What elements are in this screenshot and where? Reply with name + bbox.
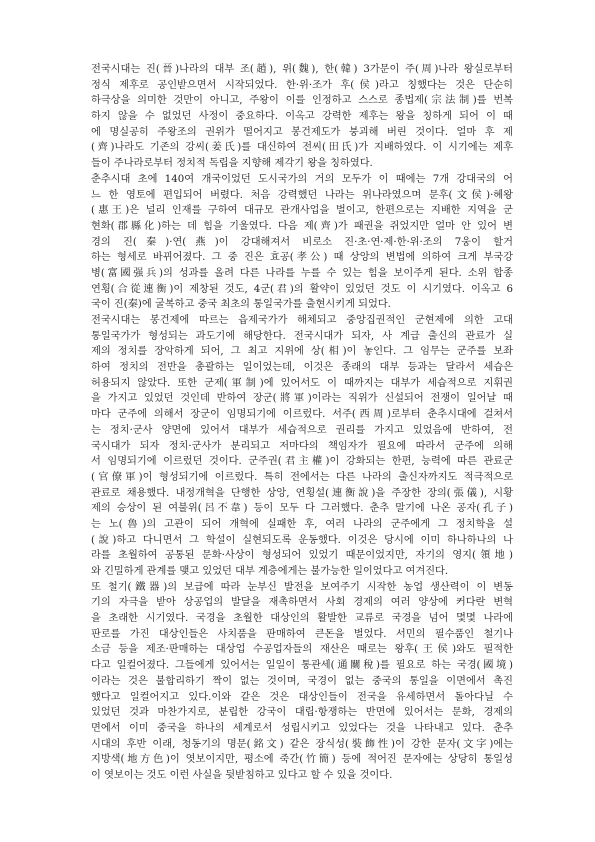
text-line: 있었던 것과 마찬가지로, 분립한 강국이 대립·항쟁하는 반면에 있어서는 문화, 경제의 xyxy=(91,707,513,719)
text-line: 연횡(合從連衡)이 제창된 것도, 4군(君)의 활약이 있었던 것도 이 시기였다. 이옥고 6 xyxy=(91,283,513,295)
text-line: 을 가지고 있었던 것인데 반하여 장군(將軍)이라는 직위가 신설되어 전쟁이 일어날 때 xyxy=(91,393,513,405)
text-line: 마다 군주에 의해서 장군이 임명되기에 이르렀다. 서주(西周)로부터 춘추시대에 걸쳐서 xyxy=(91,409,513,421)
text-line: 제의 정치를 장악하게 되어, 그 최고 지위에 상(相)이 놓인다. 그 임무는 군주를 보좌 xyxy=(91,346,513,358)
text-line: 전국시대는 진(晉)나라의 대부 조(趙), 위(魏), 한(韓) 3가문이 주(周)나라 왕실로부터 xyxy=(91,64,513,75)
text-line: (齊)나라도 기존의 강씨(姜氏)를 대신하여 전씨(田氏)가 지배하였다. 이 시기에는 제후 xyxy=(91,142,513,154)
text-line: 을 초래한 시기였다. 국경을 초월한 대상인의 활발한 교류로 국경을 넘어 몇몇 나라에 xyxy=(91,613,513,625)
text-line: 하지 않을 수 없었던 사정이 중요하다. 이옥고 강력한 제후는 왕을 칭하게 되어 이 때 xyxy=(91,111,513,123)
text-line: 관료로 채용했다. 내정개혁을 단행한 상앙, 연횡설(連衡說)을 주장한 장의(張儀), 시황 xyxy=(91,487,513,499)
text-line: 전국시대는 봉건제에 따르는 읍제국가가 해체되고 중앙집권적인 군현제에 의한 고대 xyxy=(91,315,513,326)
text-line: 느 한 영토에 편입되어 버렸다. 처음 강력했던 나라는 위나라였으며 문후(文侯)·혜왕 xyxy=(91,189,513,201)
text-line: 하는 형세로 바뀌어졌다. 그 중 진은 효공(孝公) 때 상앙의 변법에 의하여 크게 부국강 xyxy=(91,252,513,264)
text-line: 기의 자극을 받아 상공업의 발달을 재촉하면서 사회 경제의 여러 양상에 커다란 변혁 xyxy=(91,597,513,609)
body-text xyxy=(91,62,513,784)
text-line: 하여 정치의 전반을 총괄하는 일이었는데, 이것은 종래의 대부 등과는 달라서 세습은 xyxy=(91,362,513,374)
text-line: 이 엿보이는 것도 이런 사실을 뒷받침하고 있다고 할 수 있을 것이다. xyxy=(91,769,393,781)
text-line: 정식 제후로 공인받으면서 시작되었다. 한·위·조가 후(侯)라고 칭했다는 것은 단순히 xyxy=(91,79,513,91)
text-line: 병(富國强兵)의 성과를 올려 다른 나라를 누를 수 있는 힘을 보이주게 된다. 소위 합종 xyxy=(91,267,513,279)
text-line: 다고 일컬어졌다. 그들에게 있어서는 일일이 통관세(通關稅)를 필요로 하는 국경(國境) xyxy=(91,660,513,672)
text-line: 춘추시대 초에 140여 개국이었던 도시국가의 거의 모두가 이 때에는 7개 강대국의 어 xyxy=(91,173,513,185)
text-line: 와 긴밀하게 관계를 맺고 있었던 대부 계층에게는 불가능한 일이었다고 여겨진다. xyxy=(91,566,449,577)
text-line: 국이 진(秦)에 굴복하고 중국 최초의 통일국가를 출현시키게 되었다. xyxy=(91,299,391,311)
text-line: 에 명실공히 주왕조의 권위가 떨어지고 봉건제도가 붕괴해 버린 것이다. 얼마 후 제 xyxy=(91,126,513,138)
text-line: 국시대가 되자 정치·군사가 분리되고 저마다의 책임자가 필요에 따라서 군주에 의해 xyxy=(91,440,513,452)
text-line: 통일국가가 형성되는 과도기에 해당한다. 전국시대가 되자, 사 계급 출신의 관료가 실 xyxy=(91,330,513,342)
text-line: (官僚軍)이 형성되기에 이르렀다. 특히 전에서는 다른 나라의 출신자까지도 적극적으로 xyxy=(91,471,513,483)
text-line: 제의 승상이 된 여불위(呂不韋) 등이 모두 다 그러했다. 춘추 말기에 나온 공자(孔子) xyxy=(91,503,513,515)
text-line: 서 임명되기에 이르렀던 것이다. 군주권(君主權)이 강화되는 한편, 능력에 따른 관료군 xyxy=(91,456,513,468)
text-line: 면에서 이미 중국을 하나의 세계로서 성립시키고 있었다는 것을 나타내고 있다. 춘추 xyxy=(91,722,513,734)
text-line: 들이 주나라로부터 정치적 독립을 지향해 제각기 왕을 칭하였다. xyxy=(91,158,373,170)
text-line: 지방색(地方色)이 엿보이지만, 평소에 죽간(竹簡) 등에 적어진 문자에는 상당히 통일성 xyxy=(91,754,513,766)
text-line: 는 노(魯)의 고관이 되어 개혁에 실패한 후, 여러 나라의 군주에게 그 정치학을 설 xyxy=(91,518,513,530)
text-line: 또 철기(鐵器)의 보급에 따라 눈부신 발전을 보여주기 시작한 농업 생산력이 이 변동 xyxy=(91,581,513,593)
text-line: 경의 진(秦)·연(燕)이 강대해져서 비로소 진·초·연·제·한·위·조의 7웅이 할거 xyxy=(91,236,513,248)
text-line: 판로를 가진 대상인들은 사치품을 판매하여 큰돈을 벌었다. 서민의 필수품인 철기나 xyxy=(91,628,513,640)
text-line: 라를 초월하여 공통된 문화·사상이 형성되어 있었기 때문이었지만, 자기의 영지(領地) xyxy=(91,550,513,562)
text-line: 이라는 것은 불합리하기 짝이 없는 것이며, 국경이 없는 중국의 통일을 이면에서 촉진 xyxy=(91,675,513,687)
text-line: 허용되지 않았다. 또한 군제(軍制)에 있어서도 이 때까지는 대부가 세습적으로 지휘권 xyxy=(91,377,513,389)
text-line: 했다고 일컬어지고 있다.이와 같은 것은 대상인들이 전국을 유세하면서 돌아다닐 수 xyxy=(91,691,513,703)
text-line: (惠王)은 널리 인재를 구하여 대규모 관개사업을 벌이고, 한편으로는 지배한 지역을 군 xyxy=(91,205,513,217)
text-line: 현화(郡縣化)하는 데 힘을 기울였다. 다음 제(齊)가 패권을 쥐었지만 얼마 안 있어 변 xyxy=(91,220,513,232)
text-line: (說)하고 다니면서 그 학설이 실현되도록 운동했다. 이것은 당시에 이미 하나하나의 나 xyxy=(91,534,513,546)
text-line: 하극상을 의미한 것만이 아니고, 주왕이 이를 인정하고 스스로 종법제(宗法制)를 번복 xyxy=(91,95,513,107)
text-line: 소금 등을 제조·판매하는 대상업 수공업자들의 재산은 때로는 왕후(王侯)와도 필적한 xyxy=(91,644,513,656)
text-line: 는 정치·군사 양면에 있어서 대부가 세습적으로 권리를 가지고 있었음에 반하여, 전 xyxy=(91,424,513,436)
text-line: 시대의 후반 이래, 청동기의 명문(銘文) 같은 장식성(裝飾性)이 강한 문자(文字)에는 xyxy=(91,738,513,750)
